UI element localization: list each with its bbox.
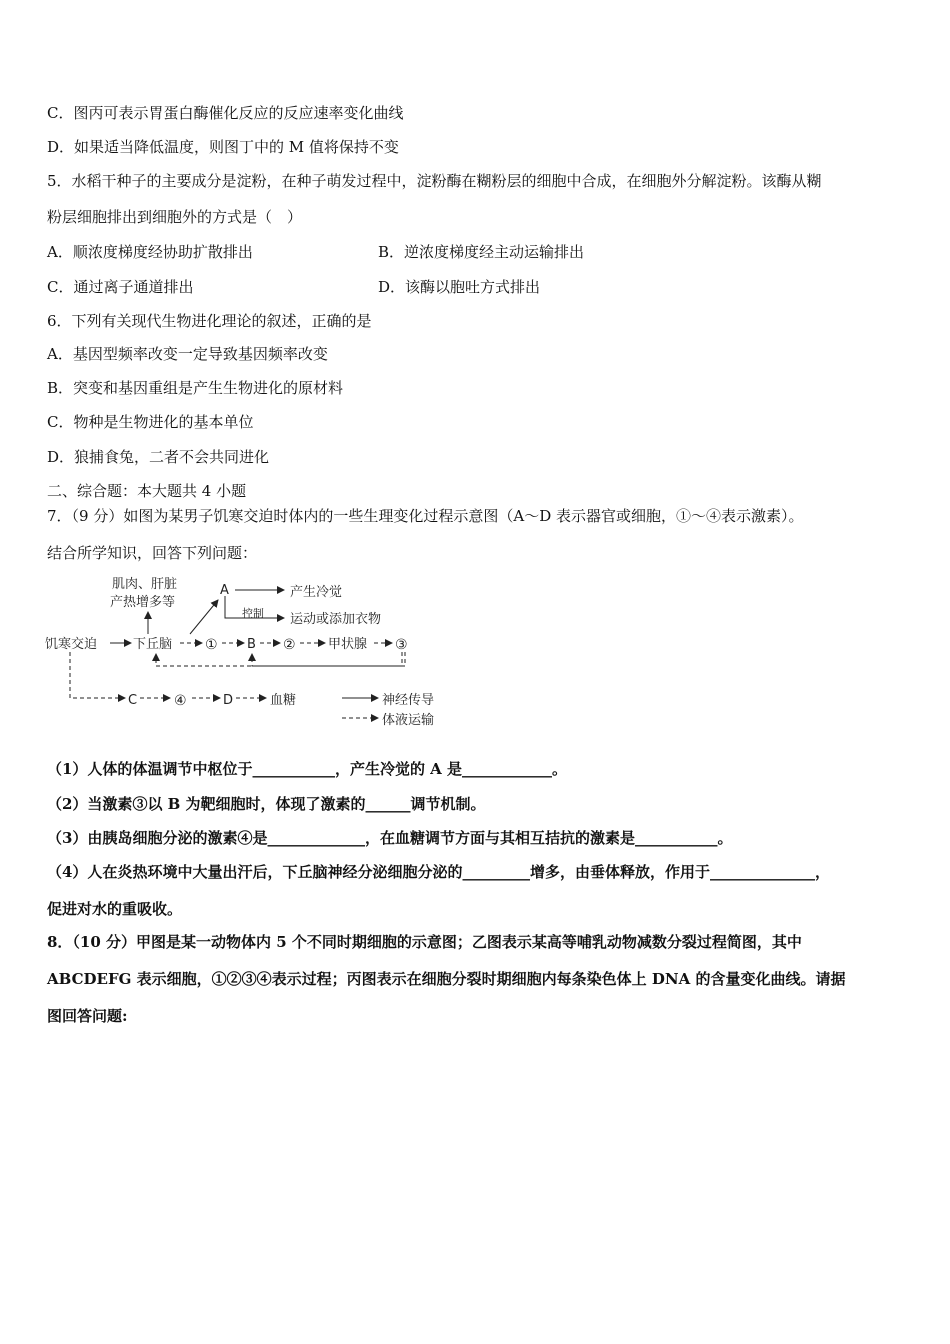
section-heading: 二、综合题：本大题共 4 小题: [47, 482, 247, 500]
label-c: C: [128, 693, 138, 708]
label-heat-increase: 产热增多等: [110, 595, 176, 610]
label-d: D: [223, 693, 234, 708]
label-hormone-3: ③: [395, 637, 408, 653]
q7-sub3: （3）由胰岛细胞分泌的激素④是_____________，在血糖调节方面与其相互拮抗的激素是___________。: [47, 829, 733, 847]
q7-sub2: （2）当激素③以 B 为靶细胞时，体现了激素的______调节机制。: [47, 795, 486, 813]
q4-option-c: C．图丙可表示胃蛋白酶催化反应的反应速率变化曲线: [47, 104, 404, 122]
legend-fluid-label: 体液运输: [382, 713, 435, 728]
label-a: A: [220, 583, 229, 598]
label-cold-sense: 产生冷觉: [290, 585, 343, 600]
label-thyroid: 甲状腺: [328, 637, 368, 652]
q6-option-d: D．狼捕食兔，二者不会共同进化: [47, 448, 270, 466]
label-movement: 运动或添加衣物: [290, 612, 382, 627]
label-hormone-4: ④: [174, 693, 187, 709]
label-hunger-cold: 饥寒交迫: [45, 637, 98, 652]
fluid-arrows: [70, 643, 405, 718]
q8-line1: 8．（10 分）甲图是某一动物体内 5 个不同时期细胞的示意图；乙图表示某高等哺乳动物减数分裂过程简图，其中: [47, 933, 802, 951]
label-hormone-2: ②: [283, 637, 296, 653]
label-hypothalamus: 下丘脑: [133, 637, 173, 652]
q7-sub1: （1）人体的体温调节中枢位于___________，产生冷觉的 A 是____________。: [47, 760, 568, 778]
label-blood-sugar: 血糖: [270, 693, 297, 708]
legend-nerve-label: 神经传导: [382, 693, 435, 708]
q5-option-c: C．通过离子通道排出: [47, 278, 194, 296]
q7-sub4-line1: （4）人在炎热环境中大量出汗后，下丘脑神经分泌细胞分泌的_________增多，由垂体释放，作用于______________，: [47, 863, 830, 881]
q5-option-d: D．该酶以胞吐方式排出: [378, 278, 541, 296]
q5-option-b: B．逆浓度梯度经主动运输排出: [378, 243, 585, 261]
q8-line3: 图回答问题:: [47, 1007, 128, 1025]
q6-option-b: B．突变和基因重组是产生生物进化的原材料: [47, 379, 344, 397]
q7-sub4-line2: 促进对水的重吸收。: [47, 900, 183, 918]
q7-stem-line2: 结合所学知识，回答下列问题：: [47, 544, 258, 562]
label-control: 控制: [242, 607, 264, 620]
q6-option-c: C．物种是生物进化的基本单位: [47, 413, 254, 431]
q6-stem: 6．下列有关现代生物进化理论的叙述，正确的是: [47, 312, 372, 330]
q5-option-a: A．顺浓度梯度经协助扩散排出: [47, 243, 253, 261]
physiology-diagram: [40, 572, 480, 740]
q6-option-a: A．基因型频率改变一定导致基因频率改变: [47, 345, 328, 363]
label-b: B: [247, 637, 256, 652]
q4-option-d: D．如果适当降低温度，则图丁中的 M 值将保持不变: [47, 138, 399, 156]
q8-line2: ABCDEFG 表示细胞，①②③④表示过程；丙图表示在细胞分裂时期细胞内每条染色体上 DNA 的含量变化曲线。请据: [47, 970, 846, 988]
q5-stem-line1: 5．水稻干种子的主要成分是淀粉，在种子萌发过程中，淀粉酶在糊粉层的细胞中合成，在细胞外分解淀粉。该酶从糊: [47, 172, 822, 190]
q7-stem-line1: 7．（9 分）如图为某男子饥寒交迫时体内的一些生理变化过程示意图（A～D 表示器官或细胞，①～④表示激素）。: [47, 507, 804, 525]
q5-stem-line2: 粉层细胞排出到细胞外的方式是（ ）: [47, 208, 303, 226]
label-muscle-liver: 肌肉、肝脏: [112, 577, 178, 592]
label-hormone-1: ①: [205, 637, 218, 653]
